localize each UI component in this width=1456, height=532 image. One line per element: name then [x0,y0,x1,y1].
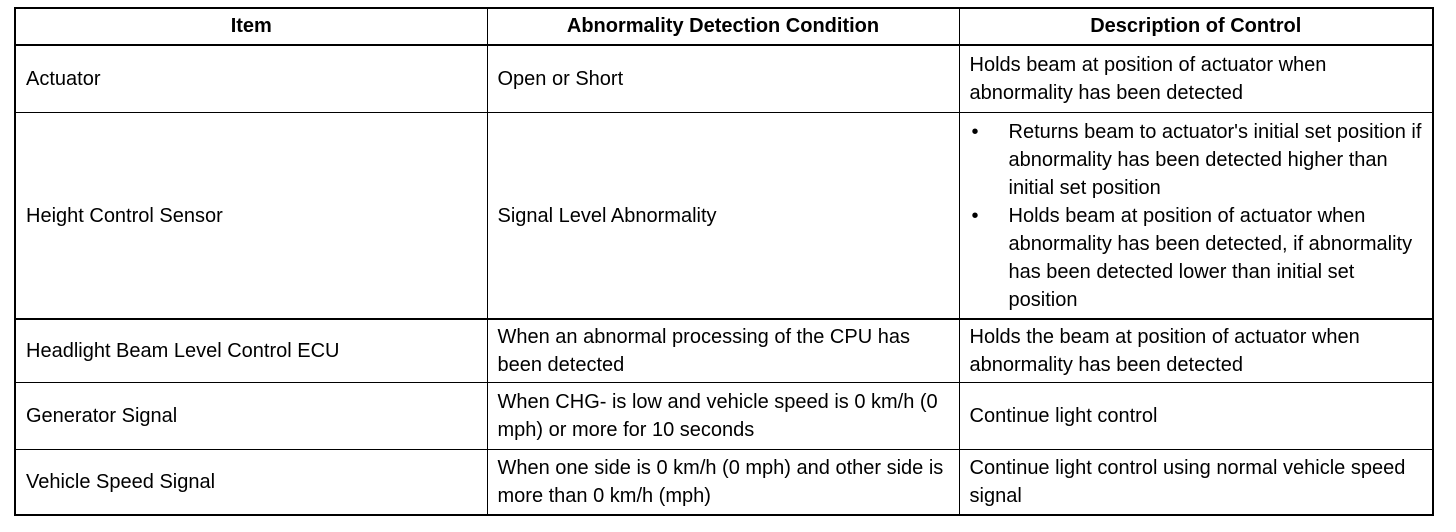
table-row [15,319,1433,383]
control-cell: Continue light control using normal vehicle speed signal [959,450,1433,516]
control-bullet-list [970,118,1423,314]
item-cell: Vehicle Speed Signal [15,450,487,516]
bullet-icon: • [971,204,979,227]
control-bullet-text: Holds beam at position of actuator when abnormality has been detected, if abnormality has been detected lower than initial set position [1008,204,1413,311]
table-row [15,383,1433,450]
table-row [15,450,1433,516]
header-item: Item [15,8,487,45]
bullet-icon: • [971,120,979,143]
item-cell: Headlight Beam Level Control ECU [15,319,487,383]
condition-cell: When CHG- is low and vehicle speed is 0 km/h (0 mph) or more for 10 seconds [487,383,959,450]
control-cell: Holds beam at position of actuator when abnormality has been detected [959,45,1433,113]
control-bullet-item [970,202,1423,314]
control-cell [959,113,1433,320]
condition-cell: Open or Short [487,45,959,113]
header-abnormality-detection-condition: Abnormality Detection Condition [487,8,959,45]
control-bullet-text: Returns beam to actuator's initial set position if abnormality has been detected higher than initial set position [1008,120,1422,199]
header-row [15,8,1433,45]
item-cell: Generator Signal [15,383,487,450]
condition-cell: When an abnormal processing of the CPU has been detected [487,319,959,383]
condition-cell: Signal Level Abnormality [487,113,959,320]
control-bullet-item [970,118,1423,202]
table-row [15,113,1433,320]
fail-safe-table [14,7,1434,516]
condition-cell: When one side is 0 km/h (0 mph) and other side is more than 0 km/h (mph) [487,450,959,516]
control-cell: Continue light control [959,383,1433,450]
item-cell: Actuator [15,45,487,113]
control-cell: Holds the beam at position of actuator when abnormality has been detected [959,319,1433,383]
table-row [15,45,1433,113]
item-cell: Height Control Sensor [15,113,487,320]
header-description-of-control: Description of Control [959,8,1433,45]
